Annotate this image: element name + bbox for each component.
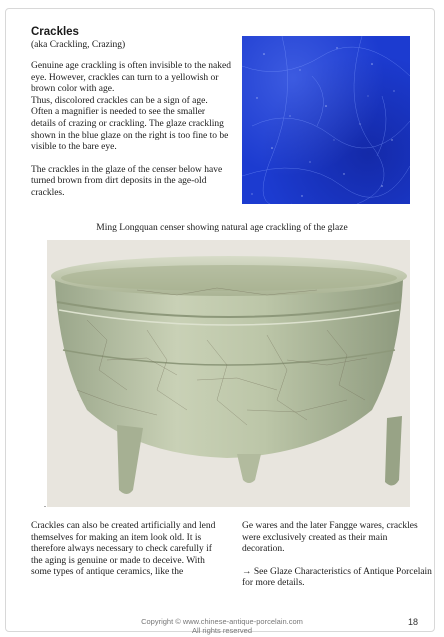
see-also-link[interactable]: → See Glaze Characteristics of Antique Porcelain for more details.	[242, 566, 432, 589]
body-paragraph: Ge wares and the later Fangge wares, crackles were exclusively created as their main decoration.	[242, 521, 418, 555]
stray-mark: .	[44, 500, 46, 509]
section-heading: Crackles	[31, 26, 79, 38]
right-column	[242, 521, 432, 590]
rights-text: All rights reserved	[191, 626, 253, 635]
blue-glaze-crackle-photo	[242, 36, 410, 204]
photo-caption: Ming Longquan censer showing natural age crackling of the glaze	[96, 223, 348, 233]
body-paragraph: Crackles can also be created artificially and lend themselves for making an item look old. It is therefore always necessary to check carefully if the aging is genuine or made to deceive. With some types of antique ceramics, like the	[31, 521, 216, 578]
footer	[0, 617, 444, 635]
left-column	[31, 521, 221, 579]
intro-paragraph: The crackles in the glaze of the censer below have turned brown from dirt deposits in the age-old crackles.	[31, 164, 223, 198]
intro-paragraph: Genuine age crackling is often invisible to the naked eye. However, crackles can turn to a yellowish or brown color with age.	[31, 61, 231, 95]
copyright-text: Copyright © www.chinese-antique-porcelain.com	[141, 617, 303, 626]
censer-photo	[47, 240, 410, 507]
intro-text	[31, 61, 231, 200]
page-number: 18	[408, 617, 419, 627]
intro-paragraph: Thus, discolored crackles can be a sign of age. Often a magnifier is needed to see the smaller details of crazing or crackling. The glaze crackling shown in the blue glaze on the right is too fine to be visible to the bare eye.	[31, 95, 229, 153]
section-subheading: (aka Crackling, Crazing)	[31, 40, 126, 50]
